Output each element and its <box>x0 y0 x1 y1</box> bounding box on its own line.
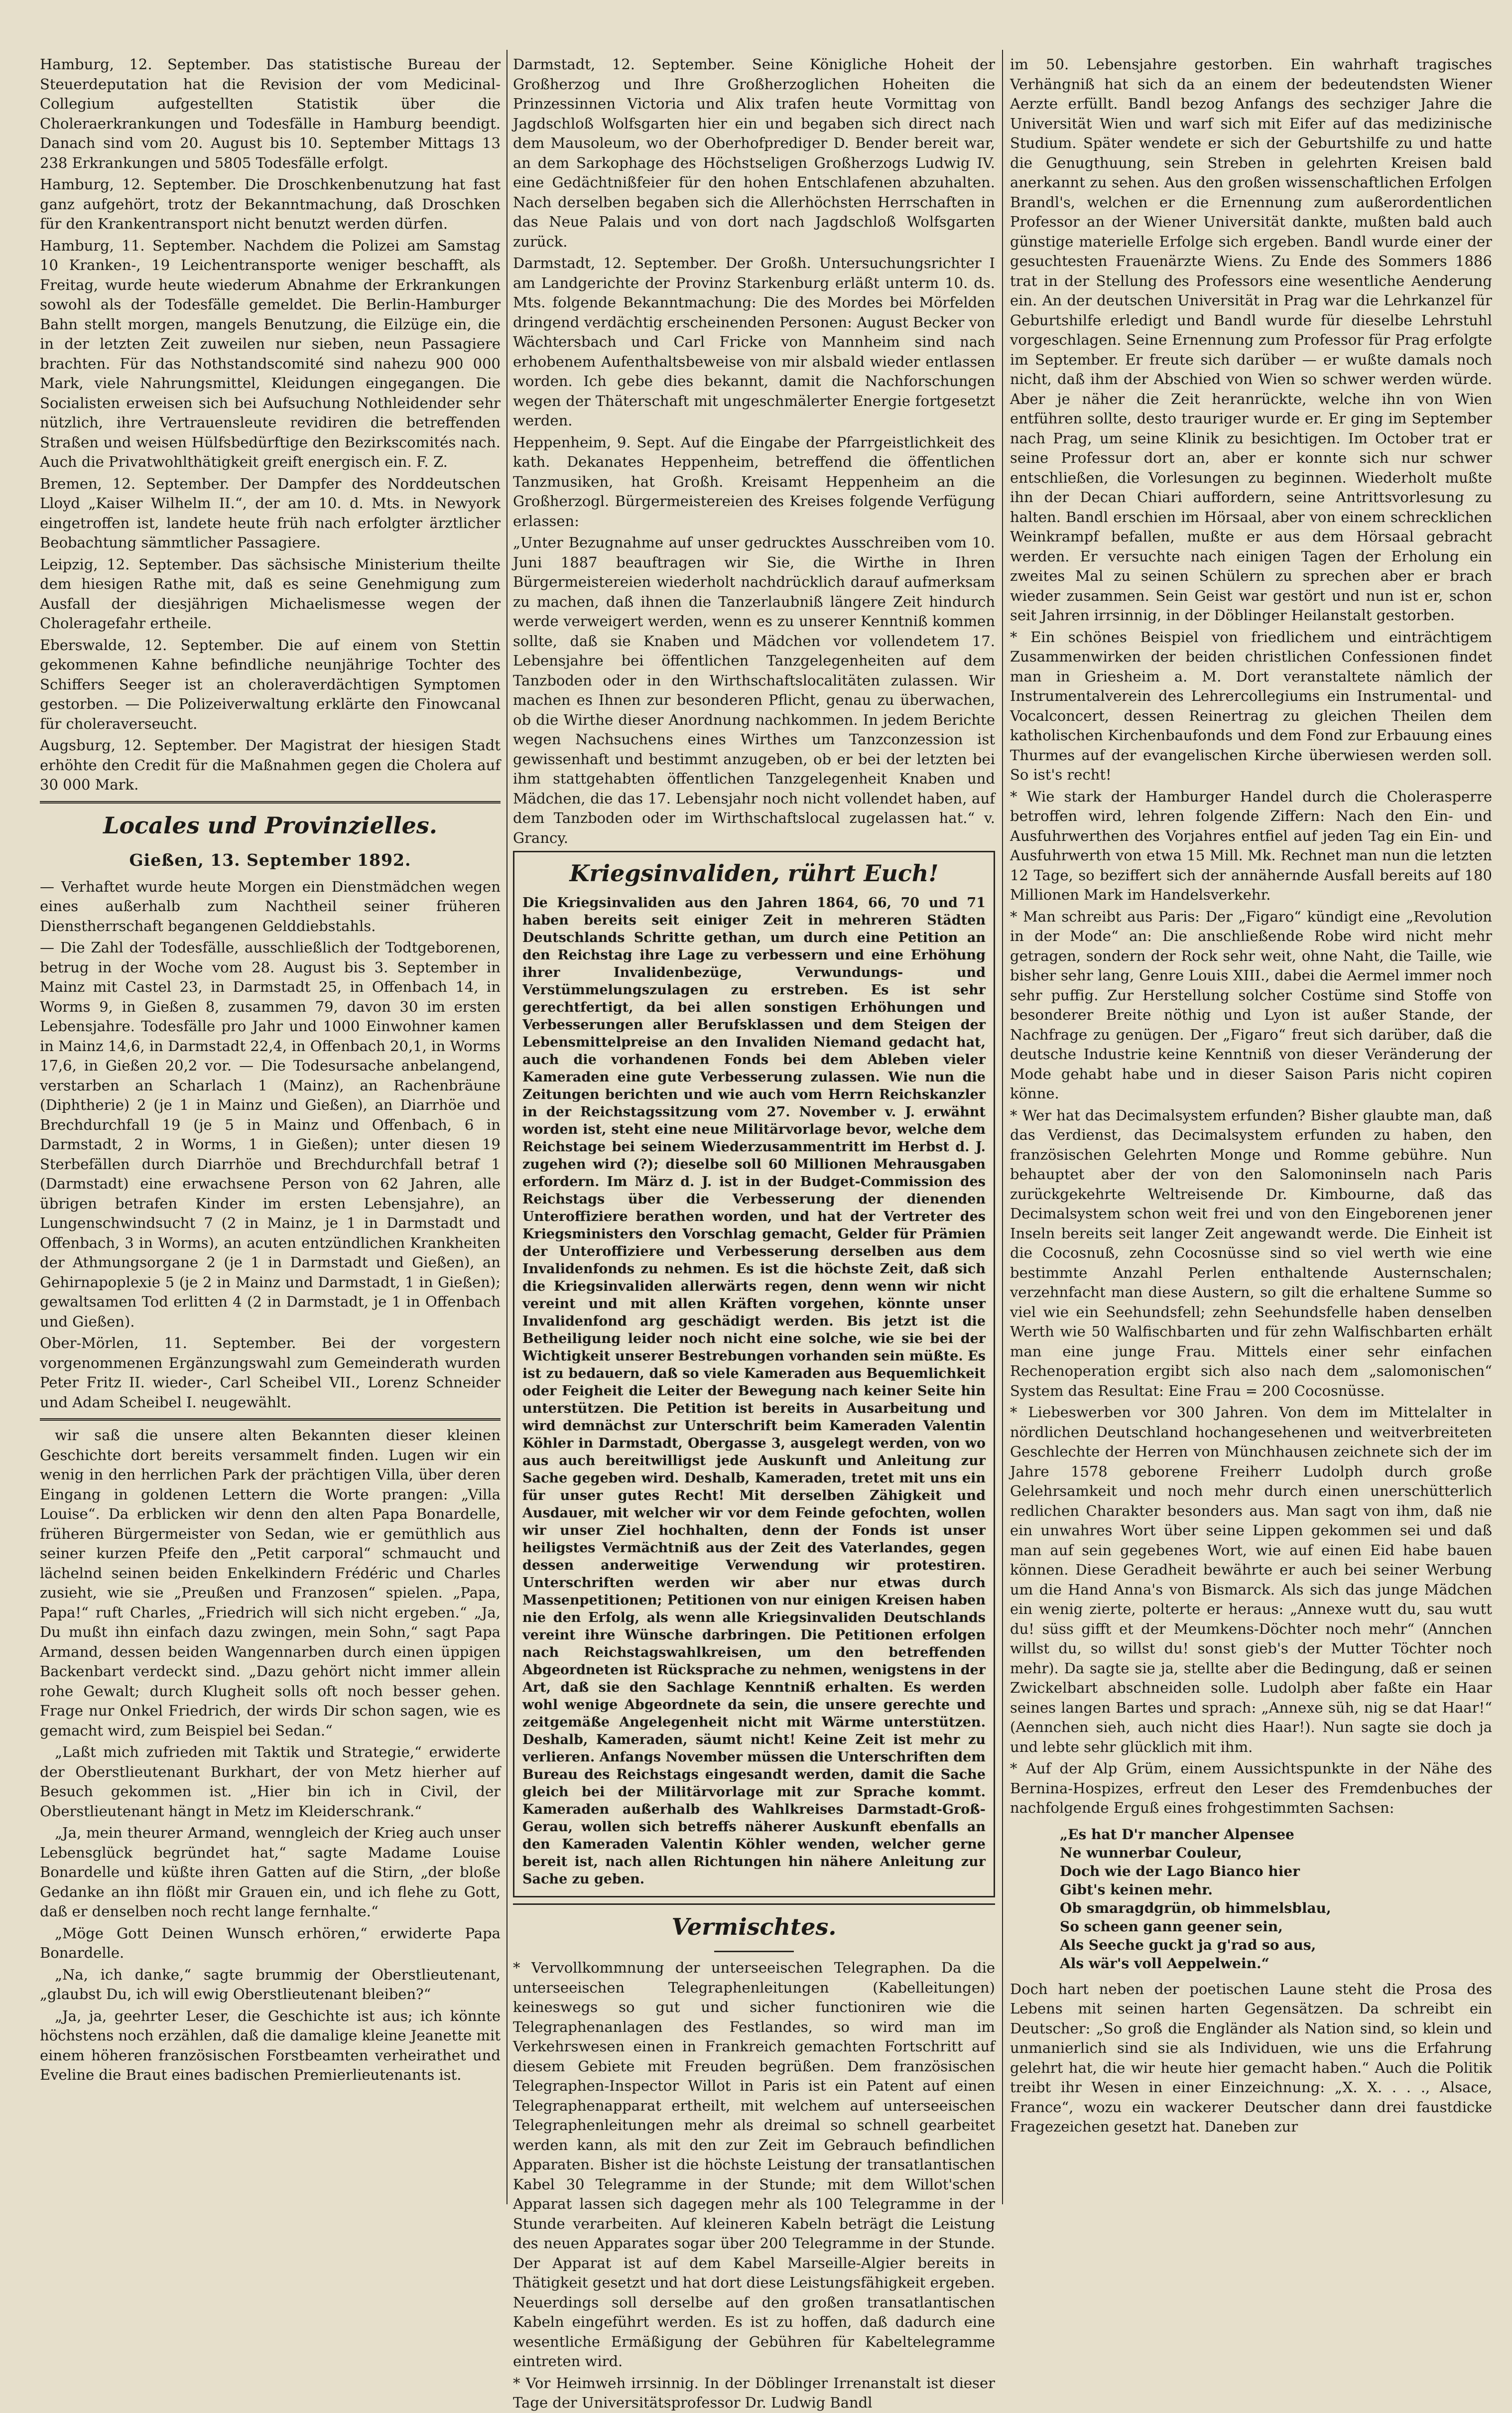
news-hamburg-police: Hamburg, 11. September. Nachdem die Polizei am Samstag 10 Kranken-, 19 Leichentransporte weniger beschafft, als Freitag, wurde heute wiederum Abnahme der Erkrankungen sowohl als der Todesfälle gemeldet. Die Berlin-Hamburger Bahn stellt morgen, mangels Benutzung, die Eilzüge ein, die in der letzten Zeit zuweilen nur sieben, neun Passagiere brachten. Für das Nothstandscomité sind nahezu 900 000 Mark, viele Nahrungsmittel, Kleidungen eingegangen. Die Socialisten erweisen sich bei Aufsuchung Nothleidender sehr nützlich, ihre Vertrauensleute revidiren die betreffenden Straßen und weisen Hülfsbedürftige den Bezirkscomités nach. Auch die Privatwohlthätigkeit greift energisch ein. F. Z. <box>40 237 501 470</box>
poem-line: Gibt's keinen mehr. <box>1060 1881 1213 1898</box>
news-ober-moerlen: Ober-Mörlen, 11. September. Bei der vorgestern vorgenommenen Ergänzungswahl zum Gemeinderath wurden Peter Fritz II. wieder-, Carl Scheibel VII., Lorenz Schneider und Adam Scheibel I. neugewählt. <box>40 1335 501 1411</box>
news-griesheim: * Ein schönes Beispiel von friedlichem und einträchtigem Zusammenwirken der beiden christlichen Confessionen findet man in Griesheim a. M. Dort veranstaltete nämlich der Instrumentalverein des Lehrercollegiums ein Instrumental- und Vocalconcert, dessen Reinertrag zu gleichen Theilen dem katholischen Kirchenbaufonds und dem Fond zur Erbauung eines Thurmes auf der evangelischen Kirche überwiesen werden soll. So ist's recht! <box>1010 628 1492 783</box>
story-paragraph: „Ja, ja, geehrter Leser, die Geschichte ist aus; ich könnte höchstens noch erzählen, daß die damalige kleine Jeanette mit einem höheren französischen Forstbeamten verheirathet und Eveline die Braut eines badischen Premierlieutenants ist. <box>40 2007 501 2083</box>
appeal-text: Die Kriegsinvaliden aus den Jahren 1864, 66, 70 und 71 haben bereits seit einiger Zeit in mehreren Städten Deutschlands Schritte gethan, um durch eine Petition an den Reichstag ihre Lage zu verbessern und eine Erhöhung ihrer Invalidenbezüge, Verwundungs- und Verstümmelungszulagen zu erstreben. Es ist sehr gerechtfertigt, da bei allen sonstigen Erhöhungen und Verbesserungen aller Berufsklassen und dem Steigen der Lebensmittelpreise an den Invaliden Niemand gedacht hat, auch die vorhandenen Fonds bei dem Ableben vieler Kameraden eine gute Verbesserung zulassen. Wie nun die Zeitungen berichten und wie auch vom Herrn Reichskanzler in der Reichstagssitzung vom 27. November v. J. erwähnt worden ist, steht eine neue Militärvorlage bevor, welche dem Reichstage bei seinem Wiederzusammentritt im Herbst d. J. zugehen wird (?); dieselbe soll 60 Millionen Mehrausgaben erfordern. Im März d. J. ist in der Budget-Commission des Reichstags über die Verbesserung der dienenden Unteroffiziere berathen worden, und hat der Vertreter des Kriegsministers den Vorschlag gemacht, Gelder für Prämien der Unteroffiziere und Verbesserung derselben aus dem Invalidenfonds zu nehmen. Es ist die höchste Zeit, daß sich die Kriegsinvaliden allerwärts regen, denn wenn wir nicht vereint und mit allen Kräften vorgehen, könnte unser Invalidenfond arg geschädigt werden. Bis jetzt ist die Betheiligung leider noch nicht eine solche, wie sie bei der Wichtigkeit unserer Bestrebungen vorhanden sein müßte. Es ist zu bedauern, daß so viele Kameraden aus Bequemlichkeit oder Feigheit die Leiter der Bewegung nach keiner Seite hin unterstützen. Die Petition ist bereits in Ausarbeitung und wird demnächst zur Unterschrift beim Kameraden Valentin Köhler in Darmstadt, Obergasse 3, ausgelegt werden, von wo aus auch bereitwilligst jede Auskunft und Anleitung zur Sache gegeben wird. Deshalb, Kameraden, tretet mit uns ein für unser gutes Recht! Mit derselben Zähigkeit und Ausdauer, mit welcher wir vor dem Feinde gefochten, wollen wir unser Ziel hochhalten, denn der Fonds ist unser heiligstes Vermächtniß aus der Zeit des Vaterlandes, gegen dessen anderweitige Verwendung wir protestiren. Unterschriften werden wir aber nur etwas durch Massenpetitionen; Petitionen von nur einigen Kreisen haben nie den Erfolg, als wenn alle Kriegsinvaliden Deutschlands vereint ihre Wünsche darbringen. Die Petitionen erfolgen nach Reichstagswahlkreisen, um den betreffenden Abgeordneten ist Rücksprache zu nehmen, wenigstens in der Art, daß sie den Sachlage Kenntniß erhalten. Es werden wohl wenige Abgeordnete da sein, die unsere gerechte und zeitgemäße Angelegenheit nicht mit Wärme unterstützen. Deshalb, Kameraden, säumt nicht! Keine Zeit ist mehr zu verlieren. Anfangs November müssen die Unterschriften dem Bureau des Reichstags eingesandt werden, damit die Sache gleich bei der Militärvorlage mit zur Sprache kommt. Kameraden außerhalb des Wahlkreises Darmstadt-Groß-Gerau, wollen sich betreffs näherer Auskunft ebenfalls an den Kameraden Valentin Köhler wenden, welcher gerne bereit ist, nach allen Richtungen hin nähere Anleitung zur Sache zu geben. <box>522 895 986 1887</box>
news-alp-gruem: * Auf der Alp Grüm, einem Aussichtspunkte in der Nähe des Bernina-Hospizes, erfreut den Leser des Fremdenbuches der nachfolgende Erguß eines frohgestimmten Sachsen: <box>1010 1760 1492 1816</box>
column-rule <box>1002 50 1003 2204</box>
story-paragraph: „Laßt mich zufrieden mit Taktik und Strategie,“ erwiderte der Oberstlieutenant Burkhart, der von Metz hierher auf Besuch gekommen ist. „Hier bin ich in Civil, der Oberstlieutenant hängt in Metz im Kleiderschrank.“ <box>40 1743 501 1820</box>
appeal-title: Kriegsinvaliden, rührt Euch! <box>569 860 939 887</box>
news-eberswalde: Eberswalde, 12. September. Die auf einem von Stettin gekommenen Kahne befindliche neunjährige Tochter des Schiffers Seeger ist an choleraverdächtigen Symptomen gestorben. — Die Polizeiverwaltung erklärte den Finowcanal für choleraverseucht. <box>40 636 501 732</box>
appeal-box <box>513 851 995 1897</box>
news-bremen: Bremen, 12. September. Der Dampfer des Norddeutschen Lloyd „Kaiser Wilhelm II.“, der am 10. d. Mts. in Newyork eingetroffen ist, landete heute früh nach erfolgter ärztlicher Beobachtung sämmtlicher Passagiere. <box>40 475 501 551</box>
section-divider <box>40 801 501 804</box>
news-darmstadt-untersuchung: Darmstadt, 12. September. Der Großh. Untersuchungsrichter I am Landgerichte der Provinz Starkenburg erläßt unterm 10. ds. Mts. folgende Bekanntmachung: Die des Mordes bei Mörfelden dringend verdächtig erscheinenden Personen: August Becker von Wächtersbach und Carl Fricke von Mannheim sind nach erhobenem Aufenthaltsbeweise von mir alsbald wieder entlassen worden. Ich gebe dies bekannt, damit die Nachforschungen wegen der Thäterschaft mit ungeschmälerter Energie fortgesetzt werden. <box>513 255 995 429</box>
column-rule <box>506 50 507 2204</box>
dateline-giessen: Gießen, 13. September 1892. <box>129 850 411 870</box>
news-paris-mode: * Man schreibt aus Paris: Der „Figaro“ kündigt eine „Revolution in der Mode“ an: Die anschließende Robe wird nicht mehr getragen, sondern der Rock sehr weit, ohne Naht, die Taille, wie bisher sehr lang, Genre Louis XIII., dabei die Aermel immer noch sehr puffig. Zur Herstellung solcher Costüme sind Stoffe von besonderer Breite nöthig und Lyon ist außer Stande, der Nachfrage zu genügen. Der „Figaro“ freut sich darüber, daß die deutsche Industrie keine Kenntniß von dieser Veränderung der Mode gehabt habe und in dieser Saison Paris nicht copiren könne. <box>1010 908 1492 1102</box>
section-title-locales: Locales und Provinzielles. <box>103 811 437 839</box>
news-hamburg-statistics: Hamburg, 12. September. Das statistische Bureau der Steuerdeputation hat die Revision der vom Medicinal-Collegium aufgestellten Statistik über die Choleraerkrankungen und Todesfälle in Hamburg beendigt. Danach sind vom 20. August bis 10. September Mittags 13 238 Erkrankungen und 5805 Todesfälle erfolgt. <box>40 56 501 171</box>
news-leipzig: Leipzig, 12. September. Das sächsische Ministerium theilte dem hiesigen Rathe mit, daß es seine Genehmigung zum Ausfall der diesjährigen Michaelismesse wegen der Choleragefahr ertheile. <box>40 555 501 632</box>
news-liebeswerben: * Liebeswerben vor 300 Jahren. Von dem im Mittelalter in nördlichen Deutschland hochangesehenen und weitverbreiteten Geschlechte der Herren von Münchhausen zeichnete sich der im Jahre 1578 geborene Freiherr Ludolph durch große Gelehrsamkeit und noch mehr durch einen unerschütterlich redlichen Charakter besonders aus. Man sagt von ihm, daß nie ein unwahres Wort über seine Lippen gekommen sei und daß man auf sein gegebenes Wort, wie auf einen Eid habe bauen können. Diese Geradheit bewährte er auch bei seiner Werbung um die Hand Anna's von Bismarck. Als sich das junge Mädchen ein wenig zierte, polterte er heraus: „Annexe wutt du, sau wutt du! süss gifft et der Meumkens-Döchter noch mehr“ (Annchen willst du, so willst du! sonst gieb's der Mutter Töchter noch mehr). Da sagte sie ja, stellte aber die Bedingung, daß er seinen Zwickelbart abschneiden solle. Ludolph aber faßte ein Haar seines langen Bartes und sprach: „Annexe süh, nig se dat Haar!“ (Aennchen sieh, auch nicht dies Haar!). Nun sagte sie doch ja und lebte sehr glücklich mit ihm. <box>1010 1404 1492 1755</box>
news-hamburg-droschken: Hamburg, 12. September. Die Droschkenbenutzung hat fast ganz aufgehört, trotz der Bekanntmachung, daß Droschken für den Krankentransport nicht benutzt werden dürfen. <box>40 176 501 232</box>
poem-line: Als Seeche guckt ja g'rad so aus, <box>1060 1936 1316 1953</box>
story-paragraph: „Na, ich danke,“ sagte brummig der Oberstlieutenant, „glaubst Du, ich will ewig Oberstlieutenant bleiben?“ <box>40 1966 501 2003</box>
column-middle <box>513 55 995 2411</box>
news-darmstadt-grossherzog: Darmstadt, 12. September. Seine Königliche Hoheit der Großherzog und Ihre Großherzoglichen Hoheiten die Prinzessinnen Victoria und Alix trafen heute Vormittag von Jagdschloß Wolfsgarten hier ein und begaben sich direct nach dem Mausoleum, wo der Oberhofprediger D. Bender bereit war, an dem Sarkophage des Höchstseligen Großherzogs Ludwig IV. eine Gedächtnißfeier für den hohen Entschlafenen abzuhalten. Nach derselben begaben sich die Allerhöchsten Herrschaften in das Neue Palais und von dort nach Jagdschloß Wolfsgarten zurück. <box>513 56 995 250</box>
column-right <box>1010 55 1492 2207</box>
news-heppenheim-quote: „Unter Bezugnahme auf unser gedrucktes Ausschreiben vom 10. Juni 1887 beauftragen wir Sie, die Wirthe in Ihren Bürgermeistereien wiederholt nachdrücklich darauf aufmerksam zu machen, daß ihnen die Tanzerlaubniß längere Zeit hindurch werde verweigert werden, wenn es zu unserer Kenntniß kommen sollte, daß sie Knaben und Mädchen vor vollendetem 17. Lebensjahre bei öffentlichen Tanzgelegenheiten auf dem Tanzboden oder in den Wirthschaftslocalitäten zulassen. Wir machen es Ihnen zur besonderen Pflicht, genau zu überwachen, ob die Wirthe dieser Anordnung nachkommen. In jedem Berichte wegen Nachsuchens eines Wirthes um Tanzconzession ist gewissenhaft und bestimmt anzugeben, ob er bei der letzten bei ihm stattgehabten öffentlichen Tanzgelegenheit Knaben und Mädchen, die das 17. Lebensjahr noch nicht vollendet haben, auf dem Tanzboden oder im Wirthschaftslocal zugelassen hat.“ v. Grancy. <box>513 534 995 846</box>
story-paragraph: „Ja, mein theurer Armand, wenngleich der Krieg auch unser Lebensglück begründet hat,“ sagte Madame Louise Bonardelle und küßte ihren Gatten auf die Stirn, „der bloße Gedanke an ihn flößt mir Grauen ein, und ich flehe zu Gott, daß er denselben noch recht lange fernhalte.“ <box>40 1824 501 1920</box>
news-todesfaelle: — Die Zahl der Todesfälle, ausschließlich der Todtgeborenen, betrug in der Woche vom 28. August bis 3. September in Mainz mit Castel 23, in Darmstadt 25, in Offenbach 14, in Worms 9, in Gießen 8, zusammen 79, davon 30 im ersten Lebensjahre. Todesfälle pro Jahr und 1000 Einwohner kamen in Mainz 14,6, in Darmstadt 22,4, in Offenbach 20,1, in Worms 17,6, in Gießen 20,2 vor. — Die Todesursache anbelangend, verstarben an Scharlach 1 (Mainz), an Rachenbräune (Diphtherie) 2 (je 1 in Mainz und Gießen), an Diarrhöe und Brechdurchfall 19 (je 5 in Mainz und Offenbach, 6 in Darmstadt, 2 in Worms, 1 in Gießen); unter diesen 19 Sterbefällen durch Diarrhöe und Brechdurchfall betraf 1 (Darmstadt) eine erwachsene Person von 62 Jahren, alle übrigen betrafen Kinder im ersten Lebensjahre), an Lungenschwindsucht 7 (2 in Mainz, je 1 in Darmstadt und Offenbach, 3 in Worms), an acuten entzündlichen Krankheiten der Athmungsorgane 2 (je 1 in Darmstadt und Gießen), an Gehirnapoplexie 5 (je 2 in Mainz und Darmstadt, 1 in Gießen); gewaltsamen Tod erlitten 4 (2 in Darmstadt, je 1 in Offenbach und Gießen). <box>40 939 501 1330</box>
news-heppenheim: Heppenheim, 9. Sept. Auf die Eingabe der Pfarrgeistlichkeit des kath. Dekanates Heppenheim, betreffend die öffentlichen Tanzmusiken, hat Großh. Kreisamt Heppenheim an die Großherzogl. Bürgermeistereien des Kreises folgende Verfügung erlassen: <box>513 433 995 530</box>
section-title-vermischtes: Vermischtes. <box>671 1913 837 1940</box>
news-augsburg: Augsburg, 12. September. Der Magistrat der hiesigen Stadt erhöhte den Credit für die Maßnahmen gegen die Cholera auf 30 000 Mark. <box>40 737 501 793</box>
poem-line: Doch wie der Lago Bianco hier <box>1060 1863 1300 1879</box>
feuilleton-story <box>40 1426 501 2085</box>
section-divider <box>513 1903 995 1905</box>
poem-line: „Es hat D'r mancher Alpensee <box>1060 1826 1294 1843</box>
news-telegraph: * Vervollkommnung der unterseeischen Telegraphen. Da die unterseeischen Telegraphenleitungen (Kabelleitungen) keineswegs so gut und sicher functioniren wie die Telegraphenanlagen des Festlandes, so wird man im Verkehrswesen einen in Frankreich gemachten Fortschritt auf diesem Gebiete mit Freuden begrüßen. Dem französischen Telegraphen-Inspector Willot in Paris ist ein Patent auf einen Telegraphenapparat ertheilt, mit welchem auf unterseeischen Telegraphenleitungen mehr als dreimal so schnell gearbeitet werden kann, als mit den zur Zeit im Gebrauch befindlichen Apparaten. Bisher ist die höchste Leistung der transatlantischen Kabel 30 Telegramme in der Stunde; mit dem Willot'schen Apparat lassen sich dagegen mehr als 100 Telegramme in der Stunde verarbeiten. Auf kleineren Kabeln beträgt die Leistung des neuen Apparates sogar über 200 Telegramme in der Stunde. Der Apparat ist auf dem Kabel Marseille-Algier bereits in Thätigkeit gesetzt und hat dort diese Leistungsfähigkeit ergeben. Neuerdings soll derselbe auf den großen transatlantischen Kabeln eingeführt werden. Es ist zu hoffen, daß dadurch eine wesentliche Ermäßigung der Gebühren für Kabeltelegramme eintreten wird. <box>513 1959 995 2370</box>
poem-line: Ob smaragdgrün, ob himmelsblau, <box>1060 1899 1331 1916</box>
poem-line: Als wär's voll Aeppelwein.“ <box>1060 1955 1269 1972</box>
news-bandl: im 50. Lebensjahre gestorben. Ein wahrhaft tragisches Verhängniß hat sich da an einem der bedeutendsten Wiener Aerzte erfüllt. Bandl bezog Anfangs des sechziger Jahre die Universität Wien und warf sich mit Eifer auf das medizinische Studium. Später wendete er sich der Geburtshilfe zu und hatte die Genugthuung, sein Streben in gelehrten Kreisen bald anerkannt zu sehen. Aus den großen wissenschaftlichen Erfolgen Brandl's, welchen er die Ernennung zum außerordentlichen Professor an der Wiener Universität dankte, mußten bald auch günstige materielle Erfolge sich ergeben. Bandl wurde einer der gesuchtesten Frauenärzte Wiens. Zu Ende des Sommers 1886 trat in der Stellung des Professors eine wesentliche Aenderung ein. An der deutschen Universität in Prag war die Lehrkanzel für Geburtshilfe erledigt und Bandl wurde für dieselbe Lehrstuhl vorgeschlagen. Seine Ernennung zum Professor für Prag erfolgte im September. Er freute sich darüber — er wußte damals noch nicht, daß ihm der Abschied von Wien so schwer werden würde. Aber je näher die Zeit heranrückte, welche ihn von Wien entführen sollte, desto trauriger wurde er. Er ging im September nach Prag, um seine Klinik zu besichtigen. Im October trat er seine Professur dort an, aber er konnte sich nur schwer entschließen, die Vorlesungen zu beginnen. Wiederholt mußte ihn der Decan Chiari auffordern, seine Antrittsvorlesung zu halten. Bandl erschien im Hörsaal, aber von einem schrecklichen Weinkrampf befallen, mußte er aus dem Hörsaal gebracht werden. Er versuchte nach einigen Tagen der Erholung ein zweites Mal zu seinen Schülern zu sprechen aber er brach wieder zusammen. Sein Geist war gestört und nun ist er, schon seit Jahren irrsinnig, in der Döblinger Heilanstalt gestorben. <box>1010 56 1492 624</box>
news-hamburger-handel: * Wie stark der Hamburger Handel durch die Cholerasperre betroffen wird, lehren folgende Ziffern: Nach den Ein- und Ausfuhrwerthen des Vorjahres entfiel auf jeden Tag ein Ein- und Ausfuhrwerth von etwa 15 Mill. Mk. Rechnet man nun die letzten 12 Tage, so beziffert sich der annähernde Ausfall bereits auf 180 Millionen Mark im Handelsverkehr. <box>1010 788 1492 903</box>
poem <box>1060 1825 1492 1973</box>
poem-line: Ne wunnerbar Couleur, <box>1060 1844 1242 1861</box>
news-heimweh: * Vor Heimweh irrsinnig. In der Döblinger Irrenanstalt ist dieser Tage der Universitätsprofessor Dr. Ludwig Bandl <box>513 2374 995 2411</box>
story-paragraph: „Möge Gott Deinen Wunsch erhören,“ erwiderte Papa Bonardelle. <box>40 1924 501 1961</box>
column-left <box>40 55 501 2207</box>
section-divider <box>40 1418 501 1421</box>
title-rule <box>714 1951 794 1952</box>
news-after-poem: Doch hart neben der poetischen Laune steht die Prosa des Lebens mit seinen harten Gegensätzen. Da schreibt ein Deutscher: „So groß die Engländer als Nation sind, so klein und unmanierlich sind sie als Individuen, wie uns die Erfahrung gelehrt hat, die wir heute hier gemacht haben.“ Auch die Politik treibt ihr Wesen in einer Einzeichnung: „X. X. . . ., Alsace, France“, wozu ein wackerer Deutscher dann drei faustdicke Fragezeichen gesetzt hat. Daneben zur <box>1010 1980 1492 2135</box>
poem-line: So scheen gann geener sein, <box>1060 1918 1283 1935</box>
news-decimalsystem: * Wer hat das Decimalsystem erfunden? Bisher glaubte man, daß das Verdienst, das Decimalsystem erfunden zu haben, den französischen Gelehrten Monge und Romme gebühre. Nun behauptet aber der von den Salomoninseln nach Paris zurückgekehrte Weltreisende Dr. Kimbourne, daß das Decimalsystem schon weit frei und von den Eingeborenen jener Inseln bereits seit langer Zeit angewandt werde. Die Einheit ist die Cocosnuß, zehn Cocosnüsse sind so viel werth wie eine bestimmte Anzahl Perlen enthaltende Austernschalen; verzehnfacht man diese Austern, so gilt die erhaltene Summe so viel wie ein Seehundsfell; zehn Seehundsfelle haben denselben Werth wie 50 Walfischbarten und für zehn Walfischbarten erhält man eine junge Frau. Mittels einer sehr einfachen Rechenoperation ergibt sich also nach dem „salomonischen“ System das Resultat: Eine Frau = 200 Cocosnüsse. <box>1010 1106 1492 1399</box>
news-verhaftet: — Verhaftet wurde heute Morgen ein Dienstmädchen wegen eines außerhalb zum Nachtheil seiner früheren Dienstherrschaft begangenen Gelddiebstahls. <box>40 878 501 935</box>
story-paragraph: wir saß die unsere alten Bekannten dieser kleinen Geschichte dort bereits versammelt finden. Lugen wir ein wenig in den herrlichen Park der prächtigen Villa, über deren Eingang in goldenen Lettern die Worte prangen: „Villa Louise“. Da erblicken wir denn den alten Papa Bonardelle, früheren Bürgermeister von Sedan, wie er gemüthlich aus seiner kurzen Pfeife den „Petit carporal“ schmaucht und lächelnd seinen beiden Enkelkindern Frédéric und Charles zusieht, wie sie „Preußen und Franzosen“ spielen. „Papa, Papa!“ ruft Charles, „Friedrich will sich nicht ergeben.“ „Ja, Du mußt ihn einfach dazu zwingen, mein Sohn,“ sagt Papa Armand, dessen beiden Wangennarben durch einen üppigen Backenbart verdeckt sind. „Dazu gehört nicht immer allein rohe Gewalt; durch Klugheit solls oft noch besser gehen. Frage nur Onkel Friedrich, der wirds Dir schon sagen, wie es gemacht wird, zum Beispiel bei Sedan.“ <box>40 1427 501 1739</box>
